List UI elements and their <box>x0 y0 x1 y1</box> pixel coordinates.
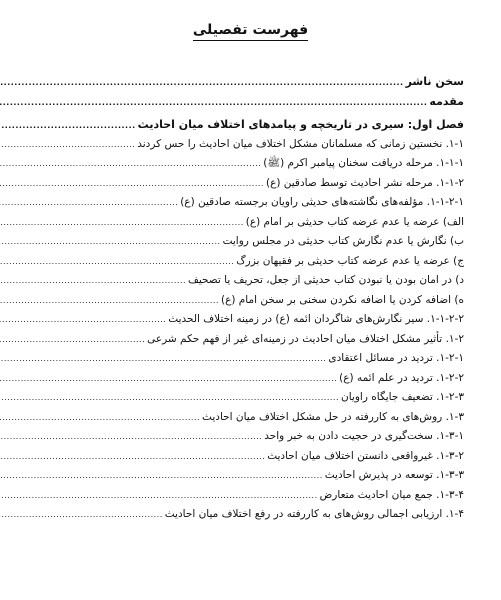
toc-entry <box>40 135 464 155</box>
toc-entry <box>40 447 464 467</box>
toc-entry <box>40 349 464 369</box>
toc-entry-title: ۱-۳-۳. توسعه در پذیرش احادیث <box>324 469 464 481</box>
toc-entry-title: ۱-۲. تأثیر مشکل اختلاف میان احادیث در زمینه‌ای غیر از فهم حکم شرعی <box>147 332 464 345</box>
toc-entry <box>40 174 464 194</box>
toc-entry-title: ۱-۱-۲-۲. سیر نگارش‌های شاگردان ائمه (ع) در زمینه اختلاف الحدیث <box>168 313 464 325</box>
toc-leader-dots <box>0 330 147 350</box>
toc-entry <box>40 154 464 174</box>
toc-entry <box>40 369 464 389</box>
toc-entry <box>40 232 464 252</box>
toc-entry <box>40 408 464 428</box>
toc-leader-dots <box>0 369 339 389</box>
toc-entry <box>40 115 464 135</box>
toc-leader-dots <box>0 135 137 155</box>
toc-entry-title: فصل اول: سیری در تاریخچه و پیامدهای اختلاف میان احادیث <box>137 118 464 131</box>
toc-leader-dots <box>0 486 320 506</box>
toc-entry <box>40 388 464 408</box>
toc-leader-dots <box>0 291 221 311</box>
toc-entry-title: ۱-۲-۳. تضعیف جایگاه راویان <box>341 391 464 403</box>
toc-leader-dots <box>0 193 180 213</box>
toc-leader-dots <box>0 427 264 447</box>
toc-leader-dots <box>0 505 165 525</box>
toc-entry-title: ب) نگارش یا عدم نگارش کتاب حدیثی در مجلس روایت <box>222 235 464 247</box>
toc-leader-dots <box>0 154 263 174</box>
toc-entry <box>40 310 464 330</box>
toc-leader-dots <box>0 447 267 467</box>
page-title <box>0 22 501 38</box>
toc-entry-title: ۱-۴. ارزیابی اجمالی روش‌های به کاررفته در رفع اختلاف میان احادیث <box>164 508 464 520</box>
toc-entry <box>40 193 464 213</box>
toc-entry <box>40 505 464 525</box>
toc-entry <box>40 330 464 350</box>
toc-entry <box>40 213 464 233</box>
toc-entry <box>40 486 464 506</box>
toc-entry <box>40 427 464 447</box>
toc-entry-title: ۱-۲-۲. تردید در علم ائمه (ع) <box>339 371 464 384</box>
toc-entry-title: ۱-۳-۲. غیرواقعی دانستن اختلاف میان احادیث <box>267 449 464 462</box>
toc-entry-title: ۱-۳-۱. سخت‌گیری در حجیت دادن به خبر واحد <box>264 430 464 442</box>
toc-entry-title: د) در امان بودن یا نبودن کتاب حدیثی از جعل، تحریف یا تصحیف <box>187 274 464 286</box>
toc-entry-title: مقدمه <box>429 94 464 108</box>
toc-entry-title: ج) عرضه یا عدم عرضه کتاب حدیثی بر فقیهان بزرگ <box>236 254 464 267</box>
toc-entry <box>40 72 464 92</box>
toc-leader-dots <box>0 93 429 113</box>
toc-entry-title: ۱-۲-۱. تردید در مسائل اعتقادی <box>328 352 464 364</box>
toc-entry-title: ۱-۳. روش‌های به کاررفته در حل مشکل اختلاف میان احادیث <box>202 410 464 423</box>
toc-leader-dots <box>0 252 236 272</box>
table-of-contents <box>40 72 464 525</box>
toc-entry-title: الف) عرضه یا عدم عرضه کتاب حدیثی بر امام (ع) <box>245 215 464 228</box>
toc-leader-dots <box>0 213 246 233</box>
toc-leader-dots <box>0 116 138 136</box>
toc-entry-title: سخن ناشر <box>405 75 464 88</box>
toc-leader-dots <box>0 73 406 93</box>
toc-entry <box>40 291 464 311</box>
toc-leader-dots <box>0 232 223 252</box>
toc-entry-title: ۱-۱-۲. مرحله نشر احادیث توسط صادقین (ع) <box>265 176 464 189</box>
toc-leader-dots <box>0 310 168 330</box>
toc-entry <box>40 466 464 486</box>
toc-leader-dots <box>0 408 202 428</box>
toc-entry-title: ۱-۳-۴. جمع میان احادیث متعارض <box>319 488 464 501</box>
toc-entry <box>40 271 464 291</box>
toc-entry-title: ه) اضافه کردن یا اضافه نکردن سخنی بر سخن امام (ع) <box>220 293 464 306</box>
toc-leader-dots <box>0 388 341 408</box>
toc-entry-title: ۱-۱-۱. مرحله دریافت سخنان پیامبر اکرم (ﷺ) <box>263 157 464 169</box>
toc-entry-title: ۱-۱-۲-۱. مؤلفه‌های نگاشته‌های حدیثی راویان برجسته صادقین (ع) <box>180 196 464 208</box>
toc-leader-dots <box>0 271 188 291</box>
toc-entry <box>40 252 464 272</box>
page-title-text: فهرست تفصیلی <box>193 22 308 41</box>
toc-entry-title: ۱-۱. نخستین زمانی که مسلمانان مشکل اختلاف میان احادیث را حس کردند <box>137 137 464 150</box>
toc-entry <box>40 92 464 112</box>
toc-leader-dots <box>0 174 266 194</box>
toc-leader-dots <box>0 466 325 486</box>
toc-leader-dots <box>0 349 328 369</box>
